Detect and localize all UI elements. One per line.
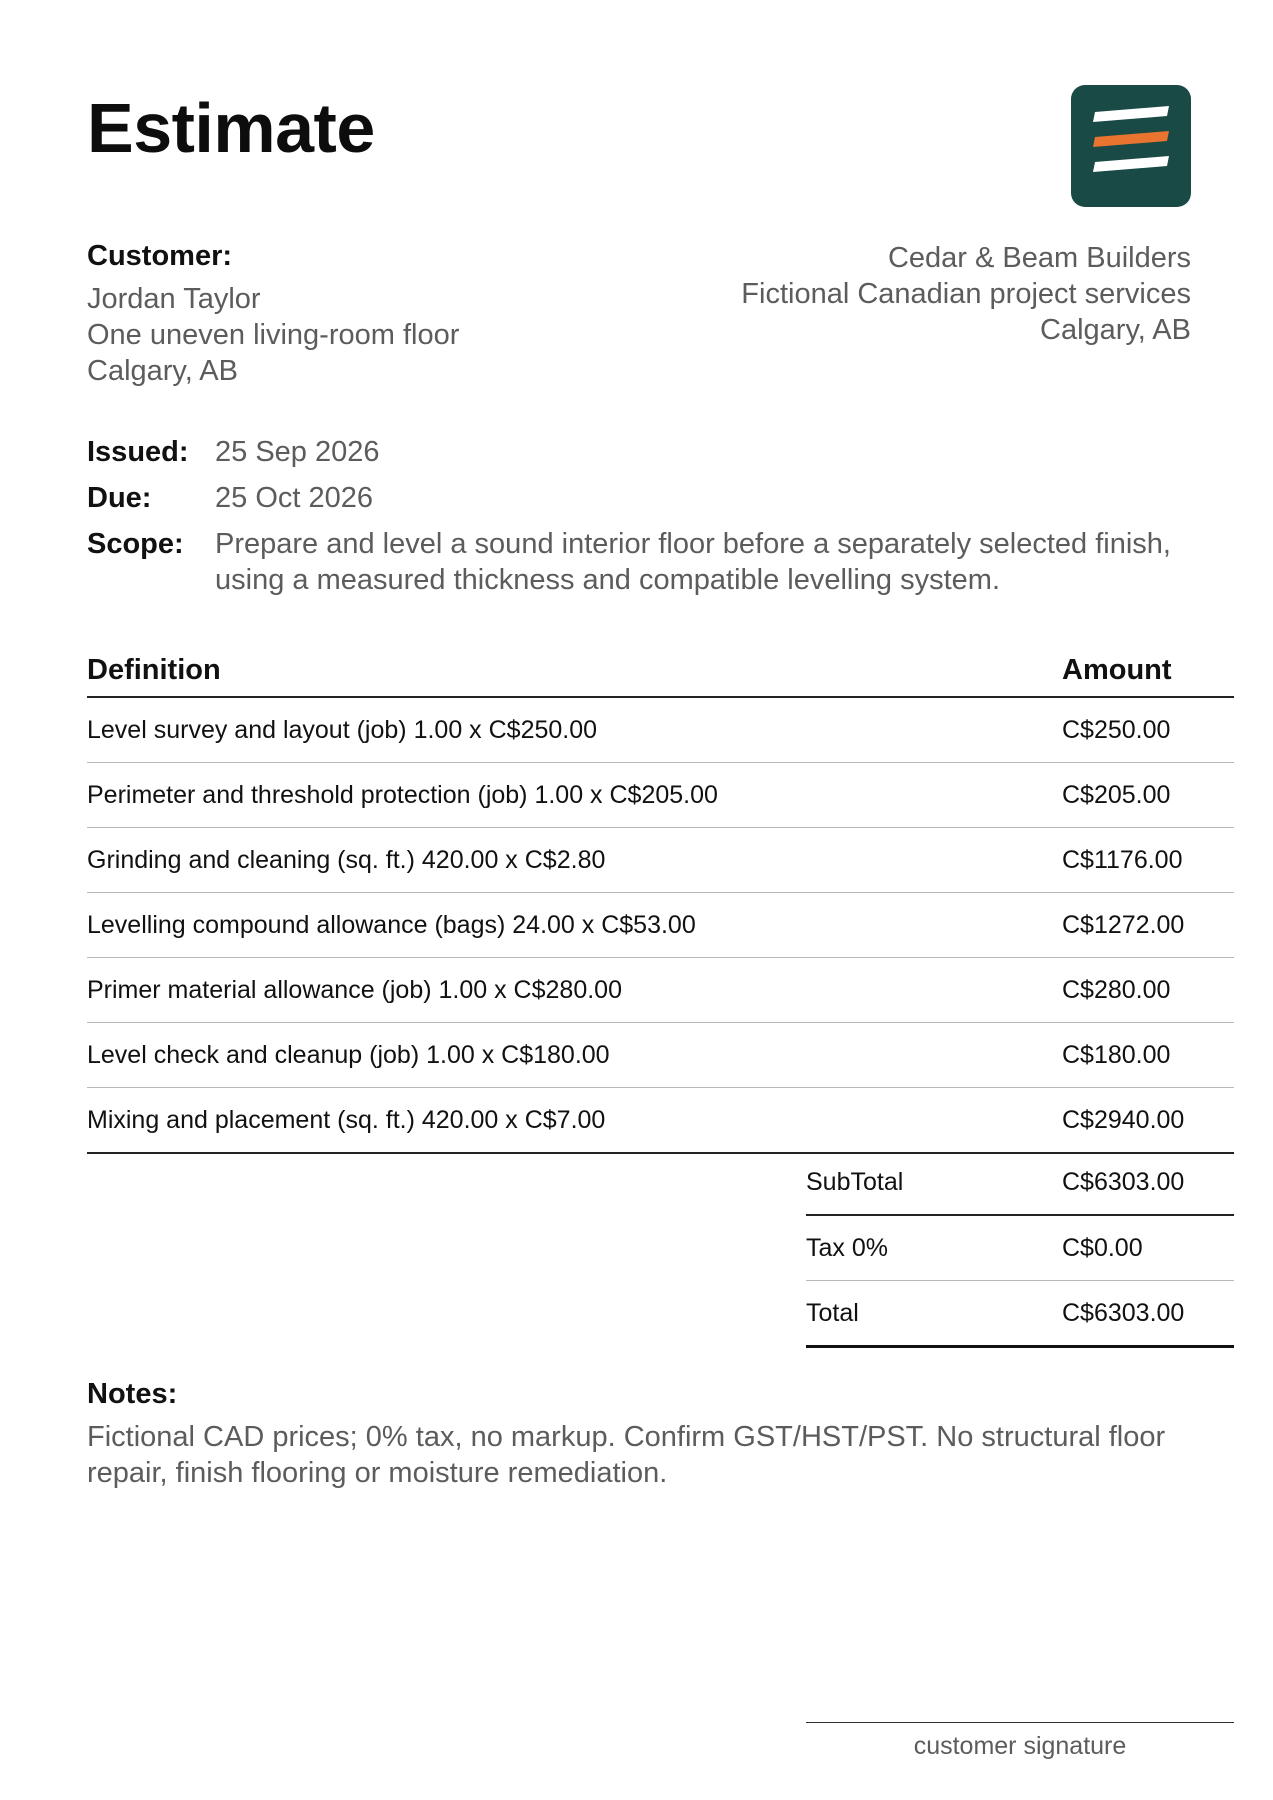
company-tagline: Fictional Canadian project services <box>741 278 1191 310</box>
item-definition: Level check and cleanup (job) 1.00 x C$180.00 <box>87 1040 610 1069</box>
table-row <box>87 698 1234 763</box>
subtotal-row <box>806 1150 1234 1216</box>
table-row <box>87 1088 1234 1154</box>
table-header <box>87 654 1234 698</box>
table-row <box>87 958 1234 1023</box>
item-definition: Grinding and cleaning (sq. ft.) 420.00 x C$2.80 <box>87 845 606 874</box>
signature-line[interactable] <box>806 1722 1234 1723</box>
customer-label: Customer: <box>87 240 233 272</box>
company-location: Calgary, AB <box>1040 314 1191 346</box>
due-row <box>87 480 1197 516</box>
definition-header: Definition <box>87 654 221 686</box>
item-amount: C$180.00 <box>1062 1040 1171 1069</box>
total-row <box>806 1281 1234 1348</box>
amount-header: Amount <box>1062 654 1172 686</box>
issued-date: 25 Sep 2026 <box>215 436 380 468</box>
line-items-table <box>87 654 1234 1154</box>
customer-block <box>87 240 607 389</box>
subtotal-label: SubTotal <box>806 1167 904 1196</box>
notes-block <box>87 1378 1207 1491</box>
stacked-layers-logo-icon <box>1071 85 1191 207</box>
item-definition: Level survey and layout (job) 1.00 x C$250.00 <box>87 715 598 744</box>
total-label: Total <box>806 1298 859 1327</box>
customer-location: Calgary, AB <box>87 355 238 387</box>
tax-value: C$0.00 <box>1062 1233 1143 1262</box>
customer-project: One uneven living-room floor <box>87 319 460 351</box>
item-amount: C$2940.00 <box>1062 1105 1185 1134</box>
item-amount: C$205.00 <box>1062 780 1171 809</box>
signature-label: customer signature <box>913 1732 1127 1760</box>
company-block <box>631 240 1191 348</box>
table-row <box>87 1023 1234 1088</box>
totals-block <box>806 1150 1234 1348</box>
issued-label: Issued: <box>87 436 189 468</box>
item-definition: Perimeter and threshold protection (job) 1.00 x C$205.00 <box>87 780 718 809</box>
item-amount: C$280.00 <box>1062 975 1171 1004</box>
tax-label: Tax 0% <box>806 1233 888 1262</box>
issued-row <box>87 434 1197 470</box>
notes-text: Fictional CAD prices; 0% tax, no markup. Confirm GST/HST/PST. No structural floor repair, finish flooring or moisture remediation. <box>87 1421 1166 1489</box>
item-amount: C$1272.00 <box>1062 910 1185 939</box>
company-logo <box>1071 85 1191 207</box>
tax-row <box>806 1216 1234 1281</box>
document-title: Estimate <box>87 89 375 167</box>
scope-row <box>87 526 1197 598</box>
due-date: 25 Oct 2026 <box>215 482 373 514</box>
scope-text: Prepare and level a sound interior floor before a separately selected finish, using a measured thickness and compatible levelling system. <box>215 528 1171 596</box>
item-amount: C$250.00 <box>1062 715 1171 744</box>
table-row <box>87 763 1234 828</box>
scope-label: Scope: <box>87 528 184 560</box>
total-value: C$6303.00 <box>1062 1298 1185 1327</box>
customer-name: Jordan Taylor <box>87 283 261 315</box>
estimate-meta <box>87 434 1197 608</box>
item-definition: Levelling compound allowance (bags) 24.00 x C$53.00 <box>87 910 696 939</box>
item-definition: Primer material allowance (job) 1.00 x C$280.00 <box>87 975 622 1004</box>
company-name: Cedar & Beam Builders <box>887 242 1191 274</box>
item-amount: C$1176.00 <box>1062 845 1183 874</box>
due-label: Due: <box>87 482 152 514</box>
table-row <box>87 828 1234 893</box>
notes-label: Notes: <box>87 1378 178 1410</box>
item-definition: Mixing and placement (sq. ft.) 420.00 x C$7.00 <box>87 1105 606 1134</box>
table-row <box>87 893 1234 958</box>
subtotal-value: C$6303.00 <box>1062 1167 1185 1196</box>
